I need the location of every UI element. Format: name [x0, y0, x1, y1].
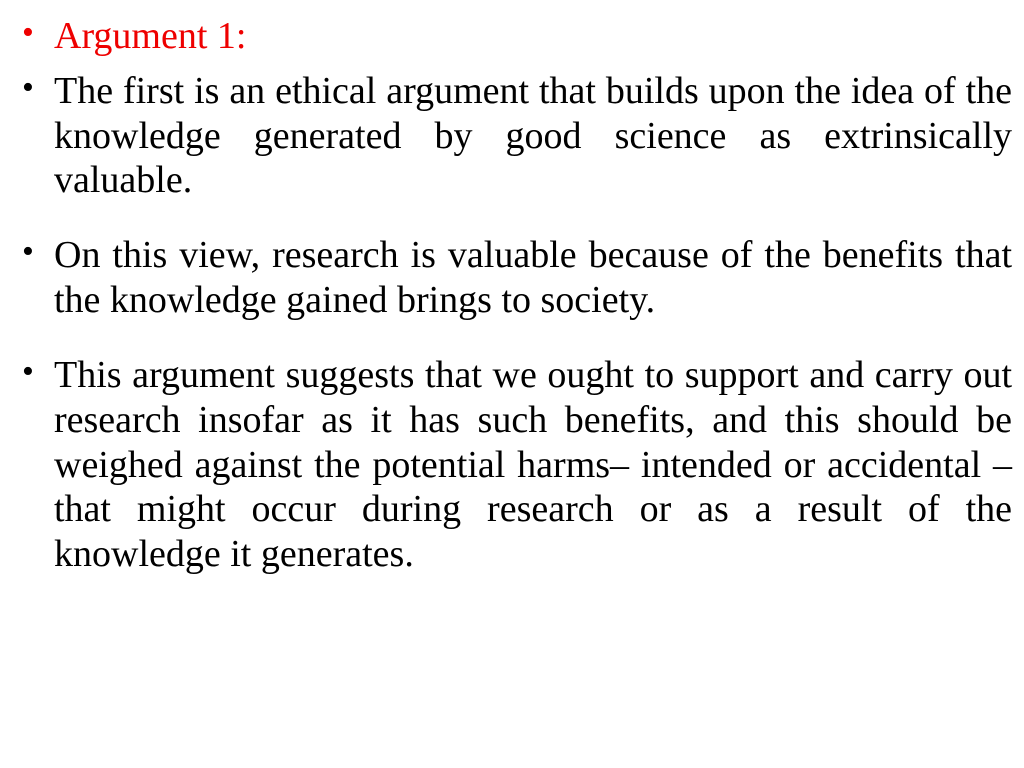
list-item: [14, 233, 1012, 323]
list-item: [14, 14, 1012, 59]
bullet-text-0: • Argument 1:: [54, 15, 247, 57]
bullet-text-1: • The first is an ethical argument that builds upon the idea of the knowledge generated by good science as extrinsically valuable.: [54, 69, 1012, 202]
list-item: [14, 69, 1012, 203]
bullet-list: [14, 14, 1012, 577]
bullet-text-2: • On this view, research is valuable because of the benefits that the knowledge gained brings to society.: [54, 234, 1012, 322]
bullet-text-3: • This argument suggests that we ought to support and carry out research insofar as it has such benefits, and this should be weighed against the potential harms– intended or accidental – that might occur during research or as a result of the knowledge it generates.: [54, 353, 1012, 576]
list-item: [14, 353, 1012, 577]
